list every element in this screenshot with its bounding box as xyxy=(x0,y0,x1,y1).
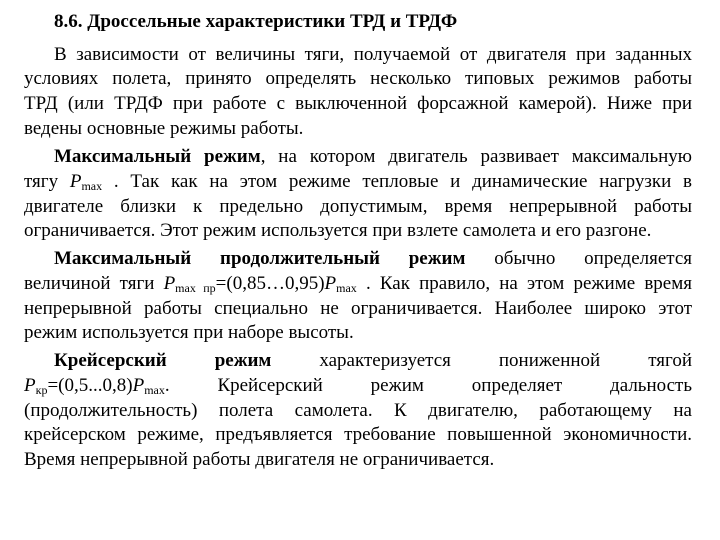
text-word: Крейсерский xyxy=(217,375,323,396)
paragraph-1-line-2: условиях полета, принято определять несколько типовых режимов работы xyxy=(24,68,692,89)
cruise-term-word-2: режим xyxy=(214,350,272,371)
text-word: характеризуется xyxy=(319,350,451,371)
paragraph-4-line-2 xyxy=(24,374,692,402)
symbol-p: P xyxy=(324,273,337,294)
subscript-max: max xyxy=(81,179,103,193)
symbol-p: P xyxy=(24,375,36,396)
text-word: тягой xyxy=(648,350,693,371)
paragraph-4-line-3: (продолжительность) полета самолета. К двигателю, работающему на xyxy=(24,400,692,421)
cruise-term-word-1: Крейсерский xyxy=(54,350,167,371)
paragraph-1-line-1: В зависимости от величины тяги, получаемой от двигателя при заданных xyxy=(54,44,692,65)
paragraph-4-line-4: крейсерском режиме, предъявляется требование повышенной экономичности. xyxy=(24,424,692,445)
max-continuous-mode-term: Максимальный продолжительный режим xyxy=(54,248,466,269)
subscript-max: max xyxy=(336,281,357,295)
text-fragment: величиной тяги xyxy=(24,273,164,294)
paragraph-3-line-1 xyxy=(54,247,692,271)
text-word: определяет xyxy=(471,375,563,396)
symbol-p: P xyxy=(69,171,82,192)
paragraph-2-line-1 xyxy=(54,145,692,169)
max-mode-term: Максимальный режим xyxy=(54,146,261,167)
paragraph-2-line-4: ограничивается. Этот режим используется при взлете самолета и его разгоне. xyxy=(24,220,652,241)
subscript-max: max xyxy=(144,383,165,397)
paragraph-3-line-2 xyxy=(24,272,692,300)
text-fragment: =(0,85…0,95) xyxy=(215,273,325,294)
paragraph-4-line-1 xyxy=(54,349,692,373)
paragraph-2-line-2 xyxy=(24,170,692,198)
text-word: режим xyxy=(370,375,424,396)
subscript-max-pr: max пр xyxy=(175,281,216,295)
text-fragment: . Так как на этом режиме тепловые и динамические нагрузки в xyxy=(102,171,692,192)
paragraph-4-line-5: Время непрерывной работы двигателя не ограничивается. xyxy=(24,449,495,470)
cruise-thrust-formula xyxy=(24,375,170,396)
text-fragment: . Как правило, на этом режиме время xyxy=(356,273,692,294)
paragraph-3-line-3: непрерывной работы специально не ограничивается. Наиболее широко этот xyxy=(24,298,692,319)
text-fragment: тягу xyxy=(24,171,70,192)
text-word: дальность xyxy=(610,375,693,396)
section-heading: 8.6. Дроссельные характеристики ТРД и ТРДФ xyxy=(54,11,458,32)
paragraph-3-line-1-text: обычно определяется xyxy=(465,248,692,269)
paragraph-1-line-4: ведены основные режимы работы. xyxy=(24,118,304,139)
subscript-kr: кр xyxy=(35,383,48,397)
paragraph-2-line-1-text: , на котором двигатель развивает максимальную xyxy=(260,146,692,167)
text-word: пониженной xyxy=(498,350,601,371)
symbol-p: P xyxy=(132,375,145,396)
text-fragment: . xyxy=(164,375,170,396)
symbol-p: P xyxy=(163,273,176,294)
paragraph-2-line-3: двигателе близки к предельно допустимым, время непрерывной работы xyxy=(24,196,692,217)
text-fragment: =(0,5...0,8) xyxy=(47,375,133,396)
paragraph-1-line-3: ТРД (или ТРДФ при работе с выключенной форсажной камерой). Ниже при xyxy=(24,93,692,114)
paragraph-3-line-4: режим используется при наборе высоты. xyxy=(24,322,354,343)
